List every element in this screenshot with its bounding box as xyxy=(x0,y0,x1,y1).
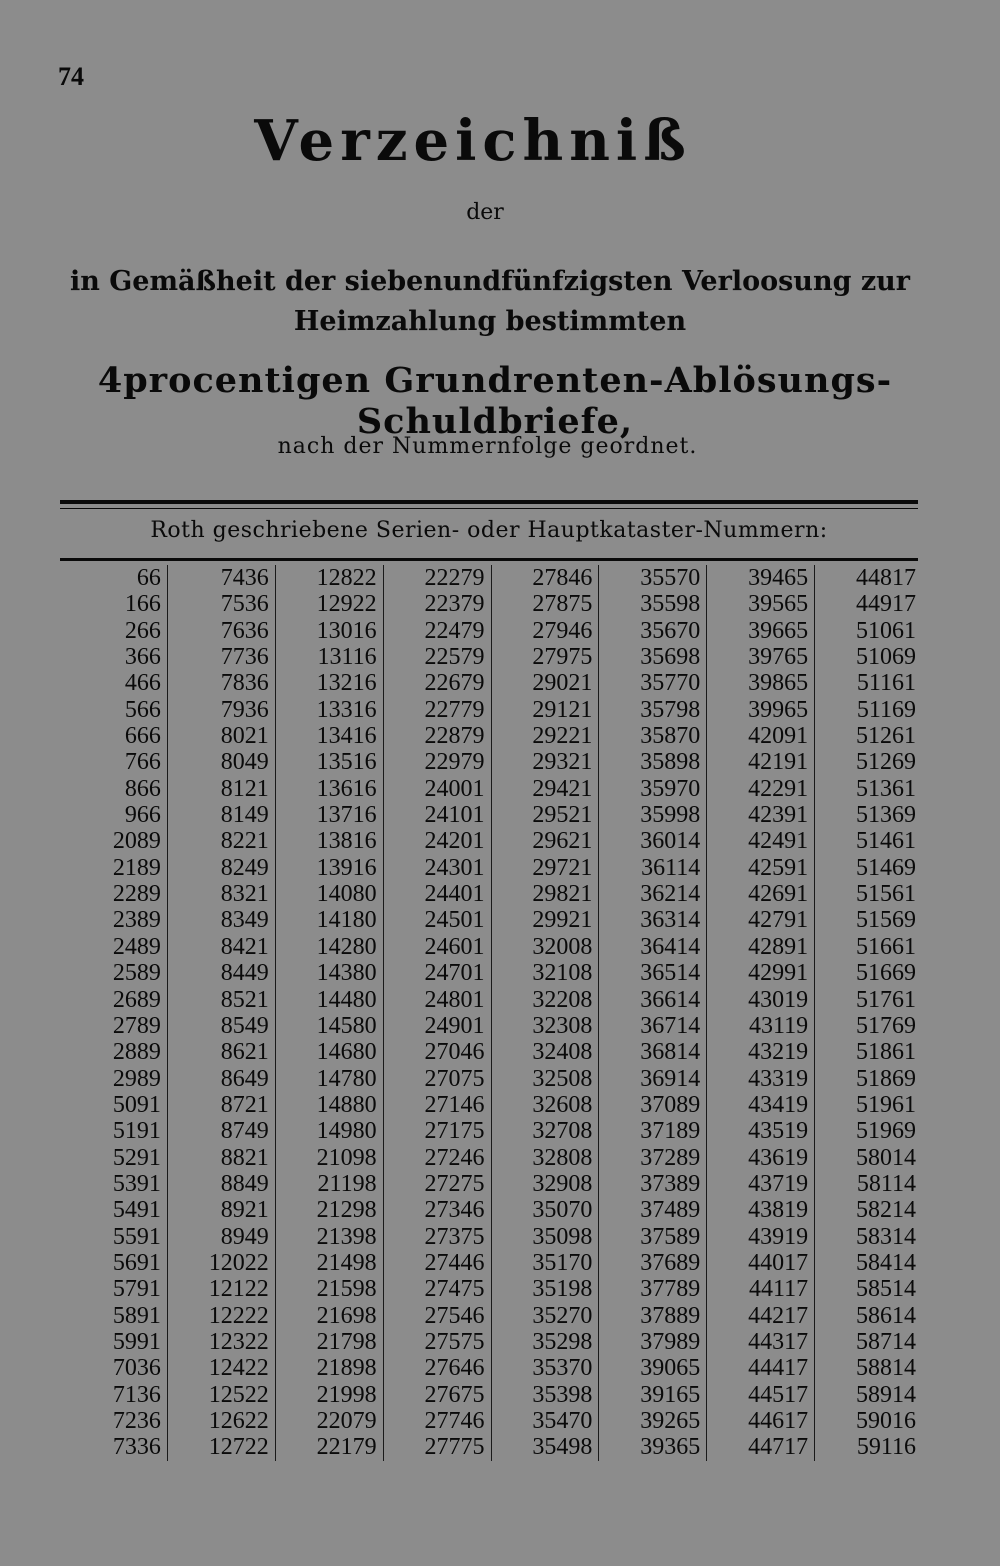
number-cell: 166 xyxy=(124,591,161,618)
number-cell: 14180 xyxy=(316,907,377,934)
number-column xyxy=(383,565,491,1461)
number-cell: 8921 xyxy=(220,1197,269,1224)
number-cell: 13016 xyxy=(316,617,377,644)
number-cell: 35470 xyxy=(532,1408,593,1434)
number-cell: 466 xyxy=(124,670,161,697)
number-cell: 22179 xyxy=(316,1434,377,1461)
number-cell: 5191 xyxy=(112,1118,161,1145)
number-cell: 13616 xyxy=(316,775,377,802)
number-cell: 43919 xyxy=(748,1223,809,1250)
number-cell: 24401 xyxy=(424,881,485,908)
number-cell: 22979 xyxy=(424,749,485,776)
number-cell: 12022 xyxy=(208,1249,269,1276)
number-cell: 14780 xyxy=(316,1065,377,1092)
number-cell: 21698 xyxy=(316,1302,377,1329)
number-cell: 8649 xyxy=(220,1065,269,1092)
number-cell: 51261 xyxy=(856,723,916,750)
number-cell: 8849 xyxy=(220,1170,269,1197)
number-cell: 35298 xyxy=(532,1328,593,1355)
number-cell: 58914 xyxy=(856,1381,916,1408)
number-cell: 36514 xyxy=(640,960,701,987)
number-cell: 27946 xyxy=(532,617,593,644)
number-cell: 8049 xyxy=(220,749,269,776)
number-cell: 37089 xyxy=(640,1091,701,1118)
number-cell: 42791 xyxy=(748,907,809,934)
number-cell: 27646 xyxy=(424,1355,485,1382)
number-cell: 51761 xyxy=(856,986,916,1013)
number-cell: 21898 xyxy=(316,1355,377,1382)
number-cell: 32608 xyxy=(532,1091,593,1118)
number-cell: 51861 xyxy=(856,1039,916,1066)
number-cell: 44117 xyxy=(749,1276,809,1303)
number-cell: 58214 xyxy=(856,1197,916,1224)
number-cell: 35498 xyxy=(532,1434,593,1461)
number-cell: 12822 xyxy=(316,565,377,591)
number-cell: 32108 xyxy=(532,960,593,987)
number-cell: 29521 xyxy=(532,802,593,829)
number-cell: 51669 xyxy=(856,960,916,987)
number-cell: 8521 xyxy=(220,986,269,1013)
number-cell: 51269 xyxy=(856,749,916,776)
number-cell: 7536 xyxy=(220,591,269,618)
number-cell: 14080 xyxy=(316,881,377,908)
number-cell: 37189 xyxy=(640,1118,701,1145)
number-cell: 27175 xyxy=(424,1118,485,1145)
number-cell: 13416 xyxy=(316,723,377,750)
number-cell: 8721 xyxy=(220,1091,269,1118)
number-cell: 29021 xyxy=(532,670,593,697)
order-note: nach der Nummernfolge geordnet. xyxy=(277,434,698,459)
number-cell: 39165 xyxy=(640,1381,701,1408)
number-cell: 39265 xyxy=(640,1408,701,1434)
number-cell: 7936 xyxy=(220,696,269,723)
number-cell: 58614 xyxy=(856,1302,916,1329)
number-column xyxy=(275,565,383,1461)
number-cell: 12722 xyxy=(208,1434,269,1461)
number-cell: 21798 xyxy=(316,1328,377,1355)
number-cell: 21098 xyxy=(316,1144,377,1171)
number-cell: 37289 xyxy=(640,1144,701,1171)
number-cell: 22779 xyxy=(424,696,485,723)
number-cell: 7636 xyxy=(220,617,269,644)
number-cell: 58014 xyxy=(856,1144,916,1171)
number-cell: 35370 xyxy=(532,1355,593,1382)
number-cell: 37689 xyxy=(640,1249,701,1276)
number-cell: 5791 xyxy=(112,1276,161,1303)
number-cell: 8421 xyxy=(220,933,269,960)
number-column xyxy=(167,565,275,1461)
number-cell: 2289 xyxy=(112,881,161,908)
number-cell: 27375 xyxy=(424,1223,485,1250)
number-cell: 42991 xyxy=(748,960,809,987)
number-cell: 58314 xyxy=(856,1223,916,1250)
number-cell: 8349 xyxy=(220,907,269,934)
number-cell: 8549 xyxy=(220,1012,269,1039)
number-cell: 59116 xyxy=(856,1434,916,1461)
number-cell: 8149 xyxy=(220,802,269,829)
number-cell: 13916 xyxy=(316,854,377,881)
number-cell: 32808 xyxy=(532,1144,593,1171)
number-column xyxy=(814,565,922,1461)
number-cell: 43519 xyxy=(748,1118,809,1145)
number-cell: 36314 xyxy=(640,907,701,934)
number-cell: 5391 xyxy=(112,1170,161,1197)
number-cell: 44817 xyxy=(856,565,916,591)
number-cell: 27475 xyxy=(424,1276,485,1303)
number-cell: 13316 xyxy=(316,696,377,723)
number-cell: 39665 xyxy=(748,617,809,644)
number-cell: 36414 xyxy=(640,933,701,960)
number-cell: 21198 xyxy=(317,1170,377,1197)
number-cell: 8749 xyxy=(220,1118,269,1145)
number-cell: 12422 xyxy=(208,1355,269,1382)
number-cell: 42191 xyxy=(748,749,809,776)
number-cell: 58514 xyxy=(856,1276,916,1303)
number-cell: 13216 xyxy=(316,670,377,697)
number-cell: 21298 xyxy=(316,1197,377,1224)
number-cell: 35270 xyxy=(532,1302,593,1329)
number-cell: 35998 xyxy=(640,802,701,829)
number-cell: 51061 xyxy=(856,617,916,644)
number-cell: 5591 xyxy=(112,1223,161,1250)
number-cell: 21998 xyxy=(316,1381,377,1408)
number-cell: 14880 xyxy=(316,1091,377,1118)
number-cell: 8949 xyxy=(220,1223,269,1250)
number-cell: 35070 xyxy=(532,1197,593,1224)
number-cell: 12222 xyxy=(208,1302,269,1329)
number-cell: 36014 xyxy=(640,828,701,855)
number-cell: 37989 xyxy=(640,1328,701,1355)
number-column xyxy=(598,565,706,1461)
number-cell: 35898 xyxy=(640,749,701,776)
number-cell: 43319 xyxy=(748,1065,809,1092)
number-cell: 5491 xyxy=(112,1197,161,1224)
number-cell: 51961 xyxy=(856,1091,916,1118)
number-cell: 35970 xyxy=(640,775,701,802)
number-cell: 44317 xyxy=(748,1328,809,1355)
number-cell: 39865 xyxy=(748,670,809,697)
number-cell: 27146 xyxy=(424,1091,485,1118)
number-cell: 22679 xyxy=(424,670,485,697)
number-cell: 7136 xyxy=(112,1381,161,1408)
number-cell: 27046 xyxy=(424,1039,485,1066)
number-cell: 7436 xyxy=(220,565,269,591)
number-cell: 27075 xyxy=(424,1065,485,1092)
number-cell: 43219 xyxy=(748,1039,809,1066)
number-cell: 22279 xyxy=(424,565,485,591)
number-cell: 51769 xyxy=(856,1012,916,1039)
number-cell: 29121 xyxy=(532,696,593,723)
number-cell: 7236 xyxy=(112,1408,161,1434)
number-cell: 29421 xyxy=(532,775,593,802)
number-cell: 27575 xyxy=(424,1328,485,1355)
number-cell: 32908 xyxy=(532,1170,593,1197)
number-cell: 24001 xyxy=(424,775,485,802)
number-cell: 2089 xyxy=(112,828,161,855)
number-cell: 32408 xyxy=(532,1039,593,1066)
number-column xyxy=(706,565,814,1461)
bond-name: 4procentigen Grundrenten-Ablösungs-Schuldbriefe, xyxy=(97,360,893,442)
number-cell: 58714 xyxy=(856,1328,916,1355)
number-cell: 8621 xyxy=(220,1039,269,1066)
number-cell: 14480 xyxy=(316,986,377,1013)
number-cell: 58414 xyxy=(856,1249,916,1276)
number-cell: 44717 xyxy=(748,1434,809,1461)
number-cell: 37789 xyxy=(640,1276,701,1303)
number-cell: 22479 xyxy=(424,617,485,644)
number-cell: 29321 xyxy=(532,749,593,776)
number-cell: 37489 xyxy=(640,1197,701,1224)
number-cell: 766 xyxy=(124,749,161,776)
number-cell: 2889 xyxy=(112,1039,161,1066)
number-cell: 5091 xyxy=(112,1091,161,1118)
number-cell: 8249 xyxy=(220,854,269,881)
number-cell: 7036 xyxy=(112,1355,161,1382)
number-cell: 35170 xyxy=(532,1249,593,1276)
number-cell: 51869 xyxy=(856,1065,916,1092)
number-cell: 43819 xyxy=(748,1197,809,1224)
number-cell: 35098 xyxy=(532,1223,593,1250)
number-column xyxy=(491,565,599,1461)
top-rule-thin xyxy=(60,508,918,509)
number-cell: 39565 xyxy=(748,591,809,618)
number-cell: 44517 xyxy=(748,1381,809,1408)
number-cell: 14580 xyxy=(316,1012,377,1039)
number-cell: 44917 xyxy=(856,591,916,618)
number-cell: 27675 xyxy=(424,1381,485,1408)
number-cell: 13516 xyxy=(316,749,377,776)
number-cell: 24801 xyxy=(424,986,485,1013)
number-cell: 2689 xyxy=(112,986,161,1013)
number-cell: 27846 xyxy=(532,565,593,591)
table-header: Roth geschriebene Serien- oder Hauptkataster-Nummern: xyxy=(150,518,828,543)
number-cell: 27246 xyxy=(424,1144,485,1171)
number-cell: 266 xyxy=(124,617,161,644)
number-cell: 39465 xyxy=(748,565,809,591)
number-table xyxy=(60,565,922,1461)
number-cell: 51969 xyxy=(856,1118,916,1145)
number-cell: 5891 xyxy=(112,1302,161,1329)
number-cell: 37889 xyxy=(640,1302,701,1329)
number-cell: 7836 xyxy=(220,670,269,697)
number-cell: 51169 xyxy=(856,696,916,723)
number-cell: 36114 xyxy=(641,854,701,881)
number-cell: 966 xyxy=(124,802,161,829)
number-cell: 42591 xyxy=(748,854,809,881)
number-cell: 12922 xyxy=(316,591,377,618)
number-cell: 35770 xyxy=(640,670,701,697)
number-cell: 29821 xyxy=(532,881,593,908)
number-cell: 27275 xyxy=(424,1170,485,1197)
number-cell: 14680 xyxy=(316,1039,377,1066)
number-cell: 21498 xyxy=(316,1249,377,1276)
number-cell: 27546 xyxy=(424,1302,485,1329)
number-cell: 42391 xyxy=(748,802,809,829)
number-cell: 8221 xyxy=(220,828,269,855)
number-cell: 5691 xyxy=(112,1249,161,1276)
number-cell: 5291 xyxy=(112,1144,161,1171)
number-cell: 7736 xyxy=(220,644,269,671)
number-cell: 42491 xyxy=(748,828,809,855)
number-cell: 8449 xyxy=(220,960,269,987)
number-cell: 27446 xyxy=(424,1249,485,1276)
number-cell: 32008 xyxy=(532,933,593,960)
number-cell: 27775 xyxy=(424,1434,485,1461)
number-cell: 66 xyxy=(136,565,161,591)
number-cell: 51561 xyxy=(856,881,916,908)
number-cell: 27975 xyxy=(532,644,593,671)
number-cell: 43719 xyxy=(748,1170,809,1197)
number-cell: 43419 xyxy=(748,1091,809,1118)
number-cell: 2589 xyxy=(112,960,161,987)
page-number: 74 xyxy=(58,62,84,91)
number-cell: 42691 xyxy=(748,881,809,908)
number-cell: 8021 xyxy=(220,723,269,750)
number-cell: 14980 xyxy=(316,1118,377,1145)
number-cell: 44417 xyxy=(748,1355,809,1382)
number-cell: 35198 xyxy=(532,1276,593,1303)
number-cell: 32708 xyxy=(532,1118,593,1145)
number-cell: 24501 xyxy=(424,907,485,934)
number-cell: 37589 xyxy=(640,1223,701,1250)
number-cell: 27346 xyxy=(424,1197,485,1224)
page-title: Verzeichniß xyxy=(254,108,692,174)
number-cell: 36714 xyxy=(640,1012,701,1039)
number-cell: 2989 xyxy=(112,1065,161,1092)
number-cell: 43119 xyxy=(749,1012,809,1039)
subtitle: in Gemäßheit der siebenundfünfzigsten Verloosung zur Heimzahlung bestimmten xyxy=(69,266,911,337)
number-cell: 35670 xyxy=(640,617,701,644)
number-cell: 58114 xyxy=(856,1170,916,1197)
number-cell: 22079 xyxy=(316,1408,377,1434)
number-cell: 35398 xyxy=(532,1381,593,1408)
number-cell: 32308 xyxy=(532,1012,593,1039)
number-cell: 32208 xyxy=(532,986,593,1013)
number-cell: 35570 xyxy=(640,565,701,591)
number-cell: 7336 xyxy=(112,1434,161,1461)
number-cell: 29221 xyxy=(532,723,593,750)
number-cell: 51069 xyxy=(856,644,916,671)
number-cell: 22879 xyxy=(424,723,485,750)
number-cell: 51661 xyxy=(856,933,916,960)
number-cell: 37389 xyxy=(640,1170,701,1197)
number-cell: 35598 xyxy=(640,591,701,618)
number-cell: 2489 xyxy=(112,933,161,960)
number-cell: 51569 xyxy=(856,907,916,934)
number-cell: 14380 xyxy=(316,960,377,987)
number-cell: 44017 xyxy=(748,1249,809,1276)
number-cell: 12522 xyxy=(208,1381,269,1408)
number-cell: 32508 xyxy=(532,1065,593,1092)
number-cell: 44217 xyxy=(748,1302,809,1329)
number-cell: 44617 xyxy=(748,1408,809,1434)
number-cell: 13816 xyxy=(316,828,377,855)
number-cell: 366 xyxy=(124,644,161,671)
number-cell: 24201 xyxy=(424,828,485,855)
number-cell: 35698 xyxy=(640,644,701,671)
number-cell: 12622 xyxy=(208,1408,269,1434)
number-cell: 5991 xyxy=(112,1328,161,1355)
number-cell: 35870 xyxy=(640,723,701,750)
number-cell: 51469 xyxy=(856,854,916,881)
number-cell: 8821 xyxy=(220,1144,269,1171)
number-cell: 24101 xyxy=(424,802,485,829)
title-connector: der xyxy=(466,200,504,225)
number-cell: 43619 xyxy=(748,1144,809,1171)
number-cell: 27746 xyxy=(424,1408,485,1434)
number-cell: 24601 xyxy=(424,933,485,960)
number-cell: 29621 xyxy=(532,828,593,855)
number-cell: 21398 xyxy=(316,1223,377,1250)
number-cell: 2789 xyxy=(112,1012,161,1039)
number-cell: 51369 xyxy=(856,802,916,829)
number-cell: 24701 xyxy=(424,960,485,987)
number-cell: 42891 xyxy=(748,933,809,960)
number-cell: 8121 xyxy=(220,775,269,802)
number-cell: 666 xyxy=(124,723,161,750)
number-cell: 51461 xyxy=(856,828,916,855)
number-cell: 24301 xyxy=(424,854,485,881)
number-cell: 22579 xyxy=(424,644,485,671)
number-cell: 39965 xyxy=(748,696,809,723)
number-cell: 13116 xyxy=(317,644,377,671)
number-cell: 2389 xyxy=(112,907,161,934)
number-cell: 12322 xyxy=(208,1328,269,1355)
number-cell: 29921 xyxy=(532,907,593,934)
number-cell: 24901 xyxy=(424,1012,485,1039)
number-cell: 36914 xyxy=(640,1065,701,1092)
number-cell: 12122 xyxy=(208,1276,269,1303)
number-cell: 866 xyxy=(124,775,161,802)
number-cell: 39365 xyxy=(640,1434,701,1461)
number-cell: 36614 xyxy=(640,986,701,1013)
number-cell: 27875 xyxy=(532,591,593,618)
number-cell: 22379 xyxy=(424,591,485,618)
number-cell: 39765 xyxy=(748,644,809,671)
number-column xyxy=(60,565,167,1461)
number-cell: 36814 xyxy=(640,1039,701,1066)
number-cell: 51361 xyxy=(856,775,916,802)
number-cell: 58814 xyxy=(856,1355,916,1382)
number-cell: 43019 xyxy=(748,986,809,1013)
number-cell: 21598 xyxy=(316,1276,377,1303)
number-cell: 42091 xyxy=(748,723,809,750)
number-cell: 8321 xyxy=(220,881,269,908)
number-cell: 2189 xyxy=(112,854,161,881)
number-cell: 36214 xyxy=(640,881,701,908)
number-cell: 59016 xyxy=(856,1408,916,1434)
header-rule xyxy=(60,558,918,561)
number-cell: 13716 xyxy=(316,802,377,829)
number-cell: 35798 xyxy=(640,696,701,723)
number-cell: 39065 xyxy=(640,1355,701,1382)
number-cell: 51161 xyxy=(856,670,916,697)
number-cell: 42291 xyxy=(748,775,809,802)
number-cell: 566 xyxy=(124,696,161,723)
number-cell: 29721 xyxy=(532,854,593,881)
number-cell: 14280 xyxy=(316,933,377,960)
top-rule xyxy=(60,500,918,504)
